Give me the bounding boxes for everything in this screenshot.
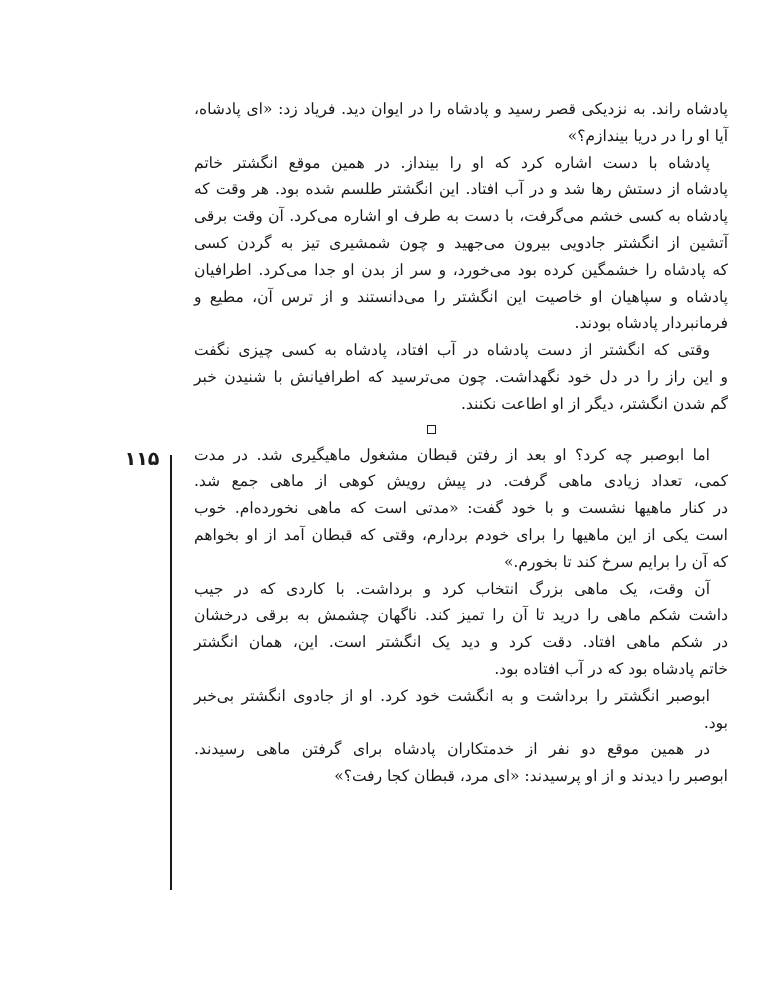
text-line: وقتی که انگشتر از دست پادشاه در آب افتاد، پادشاه به کسی چیزی نگفت <box>194 341 710 360</box>
text-line: پادشاه از دستش رها شد و در آب افتاد. این انگشتر طلسم شده بود. هر وقت که <box>194 180 728 199</box>
text-line: است یکی از این ماهیها را برای خودم بردارم، وقتی که قبطان آمد از او بخواهم <box>194 525 728 544</box>
paragraph <box>194 150 728 338</box>
text-line: داشت شکم ماهی را درید تا آن را تمیز کند. ناگهان چشمش به برقی درخشان <box>194 606 728 625</box>
text-line: ابوصبر را دیدند و از او پرسیدند: «ای مرد، قبطان کجا رفت؟» <box>334 767 728 786</box>
paragraph <box>194 683 728 737</box>
text-line: آیا او را در دریا بیندازم؟» <box>567 126 728 145</box>
page-number: ۱۱۵ <box>124 448 160 470</box>
body-text <box>194 96 728 790</box>
paragraph <box>194 736 728 790</box>
text-line: کمی، تعداد زیادی ماهی گرفت. در پیش رویش کوهی از ماهی جمع شد. <box>194 472 728 491</box>
text-line: خاتم پادشاه بود که در آب افتاده بود. <box>494 659 728 678</box>
text-line: آتشین از انگشتر جادویی بیرون می‌جهید و چون شمشیری تیز به گردن کسی <box>194 233 728 252</box>
paragraph <box>194 96 728 150</box>
text-line: در کنار ماهیها نشست و با خود گفت: «مدتی است که ماهی نخورده‌ام. خوب <box>194 499 728 518</box>
text-line: در همین موقع دو نفر از خدمتکاران پادشاه برای گرفتن ماهی رسیدند. <box>194 740 710 759</box>
text-line: گم شدن انگشتر، دیگر از او اطاعت نکنند. <box>461 394 728 413</box>
text-line: در شکم ماهی افتاد. دقت کرد و دید یک انگشتر است. این، همان انگشتر <box>194 633 728 652</box>
text-line: ابوصبر انگشتر را برداشت و به انگشت خود کرد. او از جادوی انگشتر بی‌خبر <box>194 686 710 705</box>
paragraph <box>194 576 728 683</box>
text-line: فرمانبردار پادشاه بودند. <box>574 314 728 333</box>
text-line: اما ابوصبر چه کرد؟ او بعد از رفتن قبطان مشغول ماهیگیری شد. در مدت <box>194 445 710 464</box>
paragraph <box>194 442 728 576</box>
paragraph <box>194 337 728 417</box>
text-line: آن وقت، یک ماهی بزرگ انتخاب کرد و برداشت. با کاردی که در جیب <box>194 579 710 598</box>
square-ornament-icon <box>427 425 436 434</box>
section-separator <box>194 418 728 442</box>
text-line: که پادشاه را خشمگین کرده بود می‌خورد، و سر از بدن او جدا می‌کرد. اطرافیان <box>194 260 728 279</box>
text-line: پادشاه و سپاهیان او خاصیت این انگشتر را می‌دانستند و از ترس آن، مطیع و <box>194 287 728 306</box>
text-line: پادشاه با دست اشاره کرد که او را بینداز. در همین موقع انگشتر خاتم <box>194 153 710 172</box>
text-line: پادشاه به کسی خشم می‌گرفت، با دست به طرف او اشاره می‌کرد. آن وقت برقی <box>194 207 728 226</box>
text-line: پادشاه راند. به نزدیکی قصر رسید و پادشاه را در ایوان دید. فریاد زد: «ای پادشاه، <box>194 100 728 118</box>
text-line: و این راز را در دل خود نگهداشت. چون می‌ترسید که اطرافیانش با شنیدن خبر <box>194 367 728 386</box>
margin-rule <box>170 455 172 890</box>
text-line: که آن را برایم سرخ کند تا بخورم.» <box>503 552 728 571</box>
text-line: بود. <box>703 713 728 732</box>
